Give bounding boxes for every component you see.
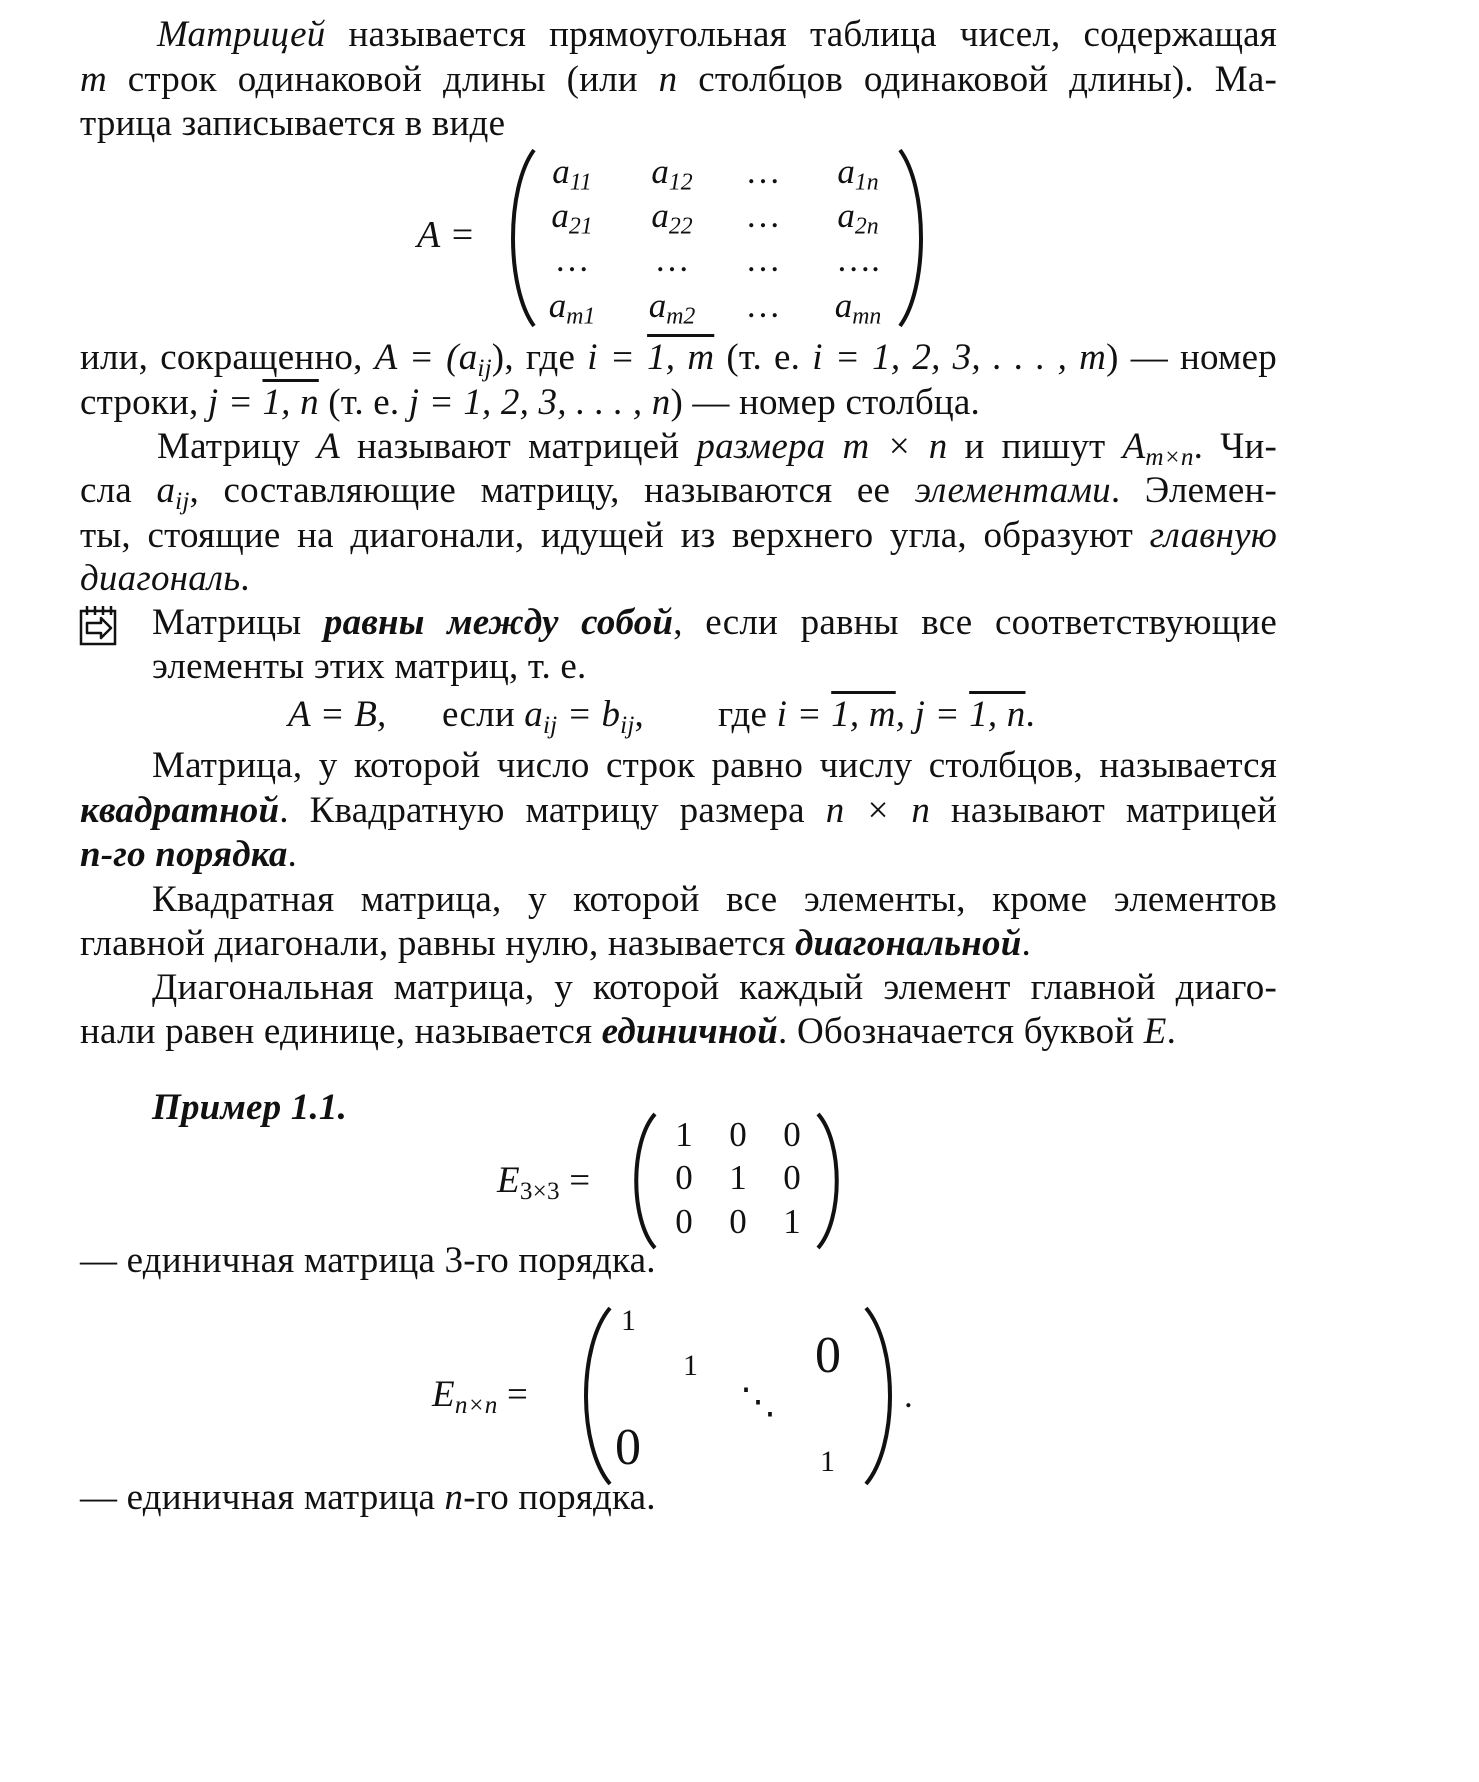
e3-left-paren	[625, 1112, 661, 1250]
para6-line1: Квадратная матрица, у которой все элементы, кроме элементов	[152, 879, 1277, 920]
para3-line2: сла $a_{ij}$, составляющие матрицу, называются ее элементами. Элемен-	[80, 470, 1277, 516]
matrix-a-cell: $a_{m1}$	[548, 286, 596, 330]
term-order: n-го порядка	[80, 834, 288, 875]
arrow-box-icon	[79, 603, 119, 647]
matrix-a-cell: …	[654, 240, 690, 279]
e3-cell: 0	[783, 1158, 801, 1197]
matrix-a-cell: …	[745, 240, 781, 279]
e3-cell: 0	[675, 1202, 693, 1241]
matrix-a-cell: $a_{21}$	[551, 196, 593, 240]
para5-line2: квадратной. Квадратную матрицу размера n × n называют матрицей	[80, 790, 1277, 831]
para1-line2: m строк одинаковой длины (или n столбцов одинаковой длины). Ма-	[80, 59, 1277, 100]
matrix-a-cell: $a_{12}$	[651, 152, 693, 196]
en-one-2: 1	[683, 1349, 698, 1382]
en-period: .	[904, 1376, 913, 1415]
e3-cell: 1	[729, 1158, 747, 1197]
para3-line4: диагональ.	[80, 558, 250, 599]
term-equal: равны между собой	[323, 602, 674, 643]
en-lhs: $E_{n\times n}$ =	[432, 1374, 529, 1420]
e3-right-paren	[812, 1112, 848, 1250]
para4-formula-b: если $a_{ij} = b_{ij}$,	[442, 694, 644, 740]
matrix-a-lhs: A =	[417, 214, 476, 256]
para2-line1: или, сокращенно, $A = (a_{ij})$, где i = 1, m (т. е. i = 1, 2, 3, . . . , m) — номер	[80, 337, 1277, 383]
para7-line1: Диагональная матрица, у которой каждый элемент главной диаго-	[152, 967, 1277, 1008]
matrix-a-cell: …	[554, 240, 590, 279]
e3-cell: 0	[783, 1115, 801, 1154]
term-diagonal-matrix: диагональной	[794, 923, 1022, 964]
term-matrix: Матрицей	[157, 14, 326, 55]
para4-formula-a: A = B,	[288, 694, 387, 735]
para2-line2: строки, j = 1, n (т. е. j = 1, 2, 3, . . . , n) — номер столбца.	[80, 382, 980, 423]
para4-line1: Матрицы равны между собой, если равны все соответствующие	[152, 602, 1278, 643]
term-main: главную	[1149, 515, 1277, 556]
term-identity: единичной	[601, 1011, 779, 1052]
en-left-paren	[572, 1306, 616, 1486]
e3-cell: 0	[729, 1202, 747, 1241]
matrix-a-cell: …	[745, 286, 781, 325]
matrix-a-cell: $a_{2n}$	[837, 196, 879, 240]
en-one-1: 1	[621, 1304, 636, 1337]
en-zero-top: 0	[815, 1327, 841, 1384]
en-one-3: 1	[820, 1445, 835, 1478]
e3-cell: 1	[783, 1202, 801, 1241]
matrix-a-cell: $a_{1n}$	[837, 152, 879, 196]
e3-cell: 0	[675, 1158, 693, 1197]
term-square: квадратной	[80, 790, 280, 831]
e3-caption: — единичная матрица 3-го порядка.	[80, 1240, 656, 1281]
example-title: Пример 1.1.	[152, 1087, 348, 1128]
matrix-a-cell: $a_{m2}$	[648, 286, 696, 330]
en-caption: — единичная матрица n-го порядка.	[80, 1477, 656, 1518]
term-size: размера	[696, 426, 826, 467]
en-right-paren	[860, 1306, 904, 1486]
para3-line3: ты, стоящие на диагонали, идущей из верхнего угла, образуют главную	[80, 515, 1277, 556]
matrix-a-cell: …	[745, 196, 781, 235]
matrix-a-cell: ….	[836, 240, 880, 279]
term-elements: элементами	[914, 470, 1111, 511]
para1-line3: трица записывается в виде	[80, 103, 506, 144]
matrix-a-cell: $a_{11}$	[552, 152, 592, 196]
para1-line1: Матрицей называется прямоугольная таблица чисел, содержащая	[157, 14, 1277, 55]
matrix-a-cell: …	[745, 152, 781, 191]
matrix-a-cell: $a_{mn}$	[834, 286, 882, 330]
para5-line3: n-го порядка.	[80, 834, 297, 875]
para4-formula-c: где i = 1, m, j = 1, n.	[718, 694, 1035, 735]
e3-lhs: $E_{3\times 3}$ =	[497, 1160, 591, 1206]
term-diagonal: диагональ	[80, 558, 241, 599]
en-zero-bottom: 0	[615, 1419, 641, 1476]
para6-line2: главной диагонали, равны нулю, называется диагональной.	[80, 923, 1031, 964]
en-diag-dots: ⋱	[740, 1381, 776, 1421]
matrix-a-cell: $a_{22}$	[651, 196, 693, 240]
para3-line1: Матрицу A называют матрицей размера m × n и пишут $A_{m\times n}$. Чи-	[157, 426, 1277, 472]
para7-line2: нали равен единице, называется единичной. Обозначается буквой E.	[80, 1011, 1177, 1052]
e3-cell: 1	[675, 1115, 693, 1154]
e3-cell: 0	[729, 1115, 747, 1154]
para4-line2: элементы этих матриц, т. е.	[152, 646, 587, 687]
para5-line1: Матрица, у которой число строк равно числу столбцов, называется	[152, 745, 1277, 786]
